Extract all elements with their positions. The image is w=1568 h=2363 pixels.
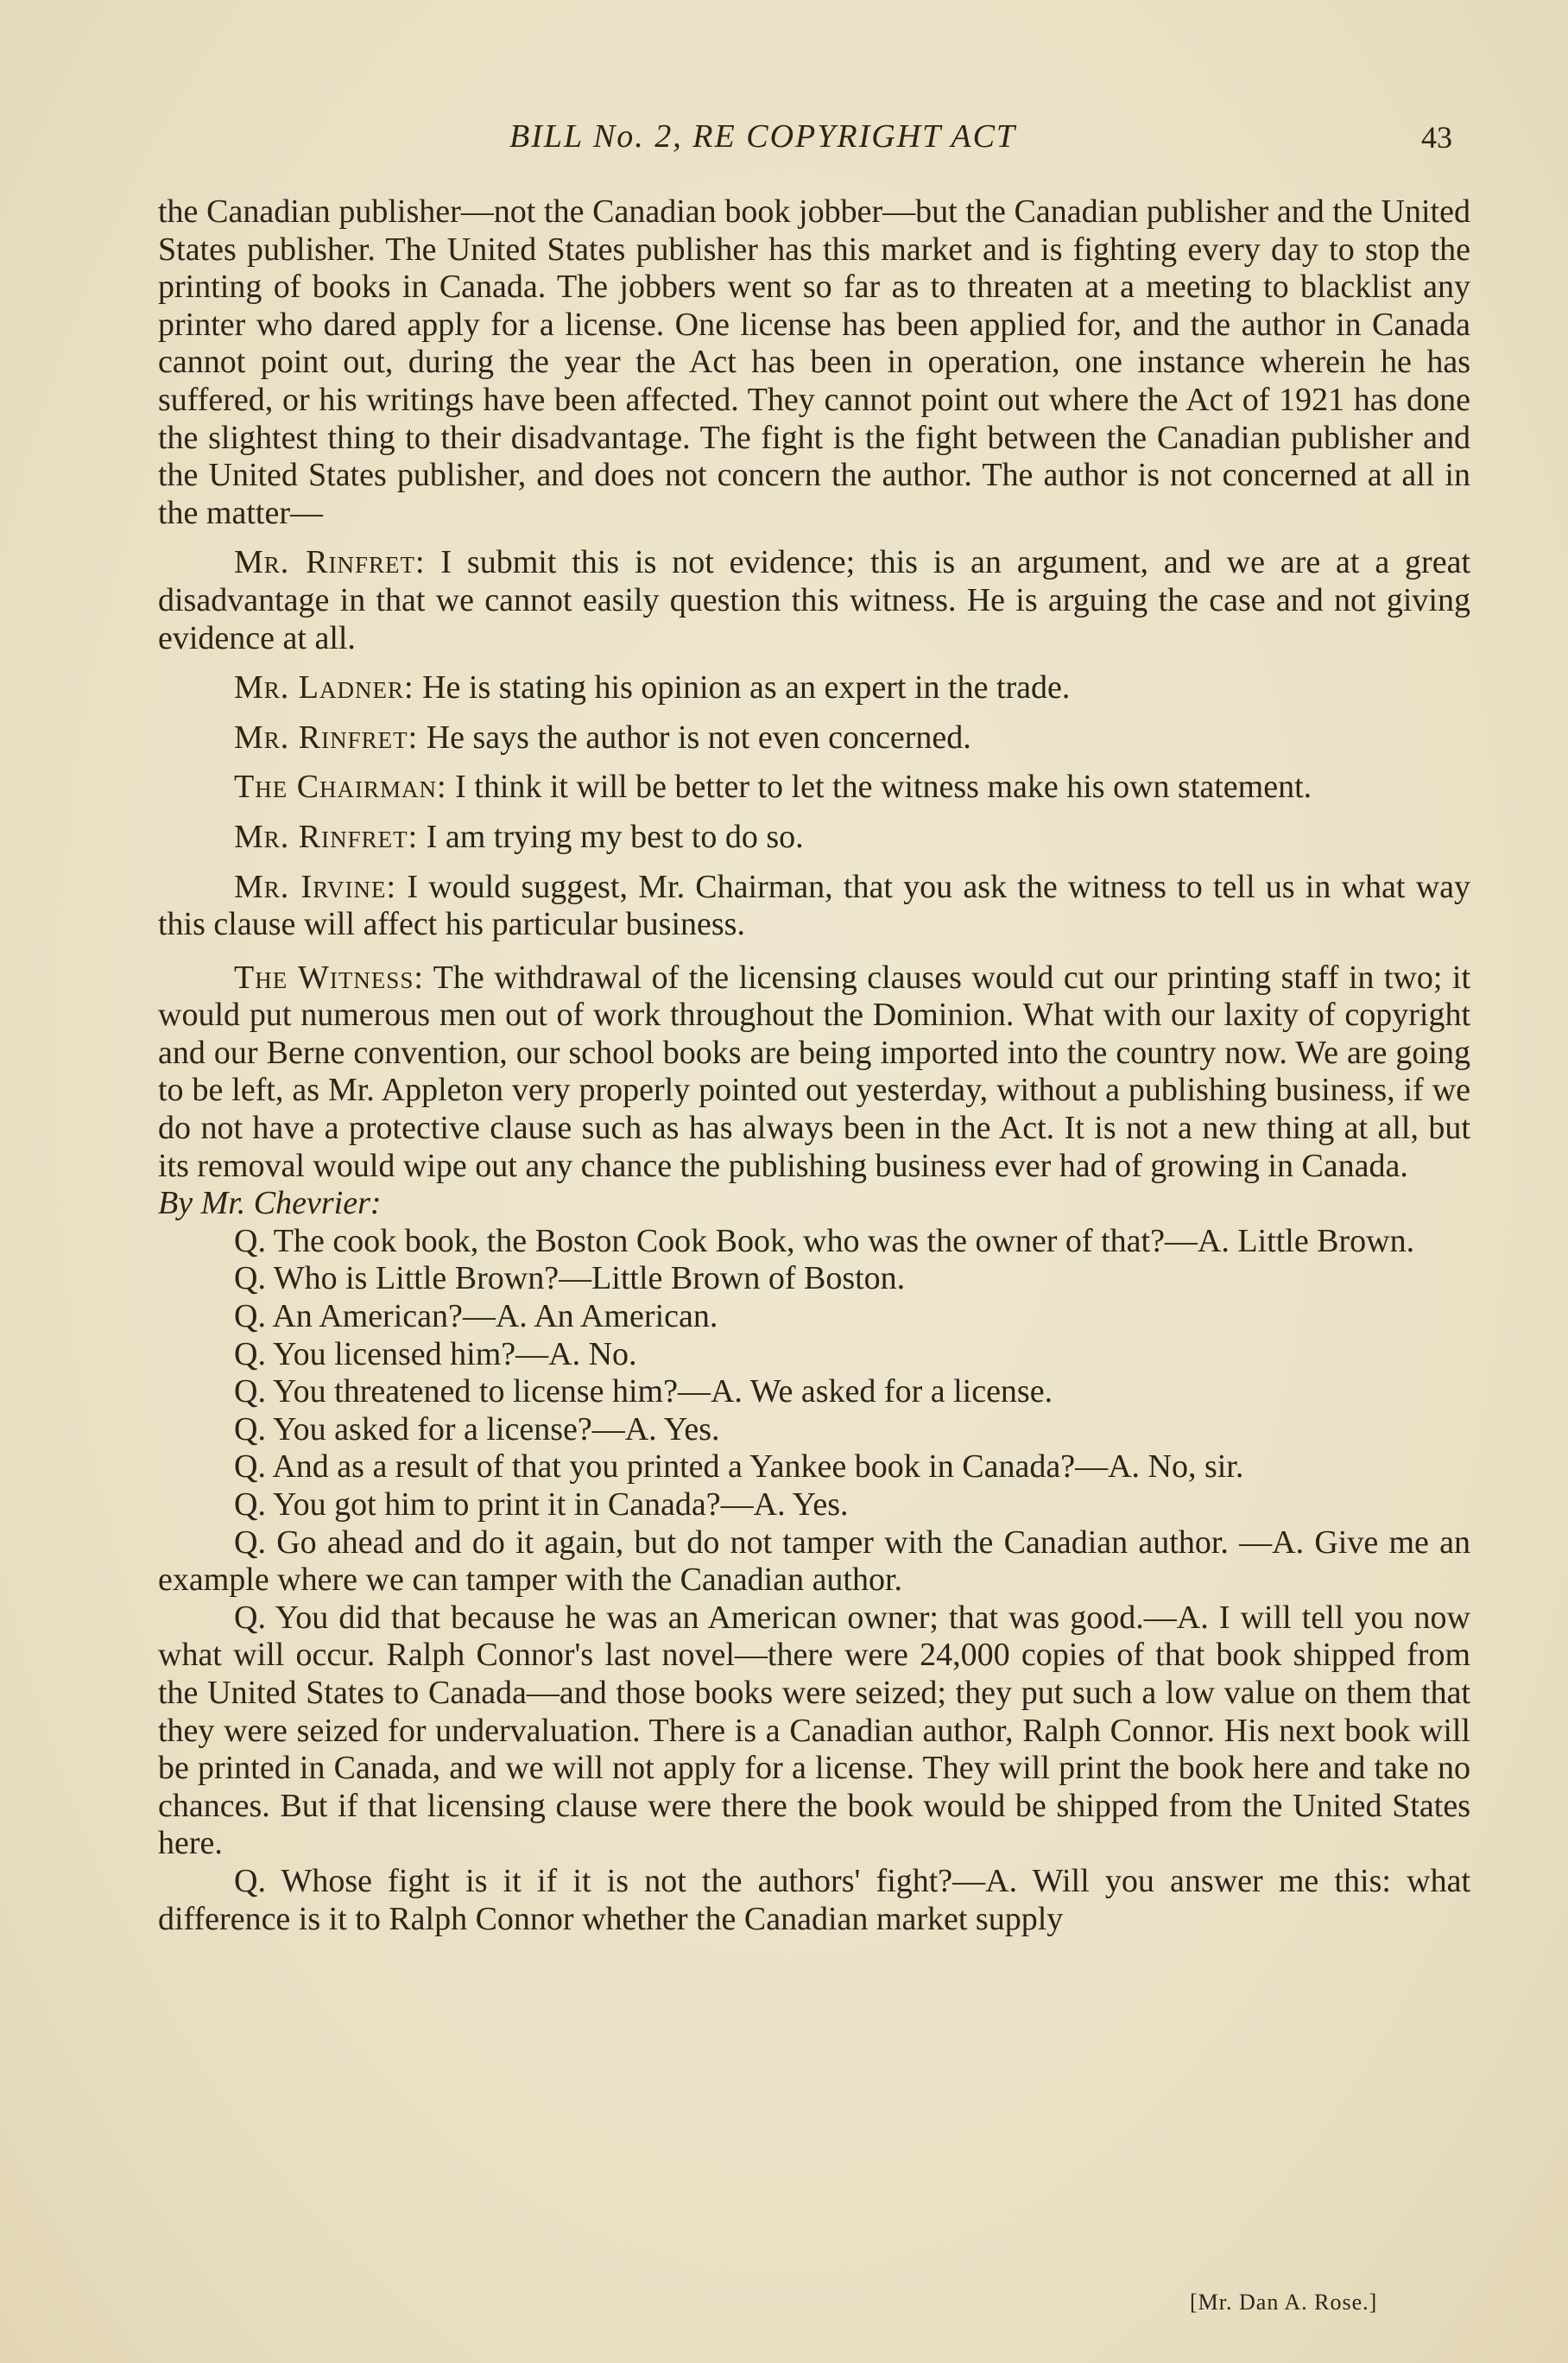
running-title: BILL No. 2, RE COPYRIGHT ACT xyxy=(509,118,1017,155)
qa-item: Q. You licensed him?—A. No. xyxy=(234,1335,637,1372)
qa-item: Q. Who is Little Brown?—Little Brown of Boston. xyxy=(234,1260,906,1297)
speaker-name: Mr. Ladner: xyxy=(234,669,414,706)
qa-item: Q. You got him to print it in Canada?—A. Yes. xyxy=(234,1486,849,1523)
paragraph xyxy=(158,193,1470,532)
qa-item: Q. Go ahead and do it again, but do not tamper with the Canadian author. —A. Give me an example where we can tamper with the Canadian author. xyxy=(158,1524,1470,1599)
qa-item: Q. And as a result of that you printed a Yankee book in Canada?—A. No, sir. xyxy=(234,1448,1244,1486)
speaker-name: Mr. Irvine: xyxy=(234,868,397,905)
speech xyxy=(158,869,1470,944)
speech-text: I would suggest, Mr. Chairman, that you ask the witness to tell us in what way this clause will affect his particular business. xyxy=(158,868,1471,943)
page-header xyxy=(0,117,1568,169)
speech-text: He is stating his opinion as an expert in the trade. xyxy=(414,669,1071,706)
page-footer-note: [Mr. Dan A. Rose.] xyxy=(1190,2290,1378,2315)
qa-item: Q. You threatened to license him?—A. We asked for a license. xyxy=(234,1373,1053,1410)
paragraph-text: the Canadian publisher—not the Canadian book jobber—but the Canadian publisher and the United States publisher. The United States publisher has this market and is fighting every day to stop the printing of books in Canada. The jobbers went so far as to threaten at a meeting to blacklist any printer who dared apply for a license. One license has been applied for, and the author in Canada cannot point out, during the year the Act has been in operation, one instance wherein he has suffered, or his writings have been affected. They cannot point out where the Act of 1921 has done the slightest thing to their disadvantage. The fight is the fight between the Canadian publisher and the United States publisher, and does not concern the author. The author is not concerned at all in the matter— xyxy=(158,193,1470,531)
speech xyxy=(158,960,1470,1186)
body-text xyxy=(158,193,1470,1938)
speech xyxy=(158,544,1470,657)
speech-text: The withdrawal of the licensing clauses would cut our printing staff in two; it would put numerous men out of work throughout the Dominion. What with our laxity of copyright and our Berne convention, our school books are being imported into the country now. We are going to be left, as Mr. Appleton very properly pointed out yesterday, without a publishing business, if we do not have a protective clause such as has always been in the Act. It is not a new thing at all, but its removal would wipe out any chance the publishing business ever had of growing in Canada. xyxy=(158,959,1471,1184)
speech xyxy=(158,669,1470,707)
speaker-name: Mr. Rinfret: xyxy=(234,818,419,855)
qa-item: Q. Whose fight is it if it is not the authors' fight?—A. Will you answer me this: what difference is it to Ralph Connor whether the Canadian market supply xyxy=(158,1862,1470,1937)
speaker-name: The Chairman: xyxy=(234,769,447,806)
speech-text: I think it will be better to let the witness make his own statement. xyxy=(446,769,1312,806)
speech xyxy=(158,719,1470,757)
speech-text: I submit this is not evidence; this is an argument, and we are at a great disadvantage in that we cannot easily question this witness. He is arguing the case and not giving evidence at all. xyxy=(158,544,1470,656)
qa-item: Q. You did that because he was an American owner; that was good.—A. I will tell you now what will occur. Ralph Connor's last novel—there were 24,000 copies of that book shipped from the United States to Canada—and those books were seized; they put such a low value on them that they were seized for undervaluation. There is a Canadian author, Ralph Connor. His next book will be printed in Canada, and we will not apply for a license. They will print the book here and take no chances. But if that licensing clause were there the book would be shipped from the United States here. xyxy=(158,1599,1470,1862)
speech xyxy=(158,819,1470,857)
speech-text: I am trying my best to do so. xyxy=(418,818,804,855)
qa-item: Q. The cook book, the Boston Cook Book, who was the owner of that?—A. Little Brown. xyxy=(234,1222,1415,1259)
speaker-name: Mr. Rinfret: xyxy=(234,544,426,581)
qa-item: Q. You asked for a license?—A. Yes. xyxy=(234,1410,720,1448)
speaker-name: Mr. Rinfret: xyxy=(234,719,419,756)
speech xyxy=(158,769,1470,807)
qa-item: Q. An American?—A. An American. xyxy=(234,1298,718,1335)
speech-text: He says the author is not even concerned. xyxy=(418,719,971,756)
page-number: 43 xyxy=(1421,120,1452,155)
speaker-name: The Witness: xyxy=(234,959,424,996)
examiner-byline: By Mr. Chevrier: xyxy=(158,1185,382,1222)
